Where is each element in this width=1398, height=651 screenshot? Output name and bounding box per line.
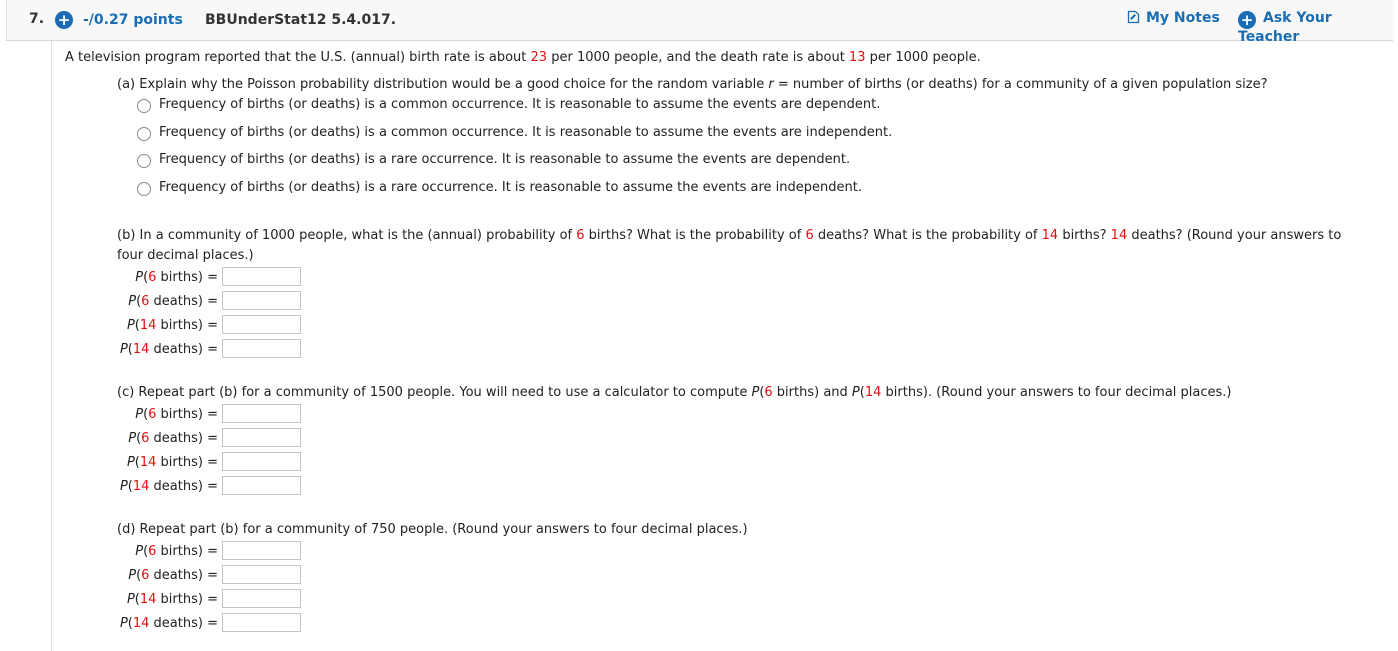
label-c-14-deaths: P(14 deaths) =	[119, 479, 218, 494]
option-radio-2[interactable]	[137, 127, 151, 141]
option-text-3: Frequency of births (or deaths) is a rare occurrence. It is reasonable to assume the events are dependent.	[159, 152, 851, 167]
option-text-4: Frequency of births (or deaths) is a rare occurrence. It is reasonable to assume the events are independent.	[159, 180, 862, 195]
answer-d-14-births[interactable]	[222, 589, 301, 608]
part-b-question-line2: four decimal places.)	[117, 248, 254, 263]
answer-b-6-births[interactable]	[222, 267, 301, 286]
answer-c-14-deaths[interactable]	[222, 476, 301, 495]
label-d-14-deaths: P(14 deaths) =	[119, 616, 218, 631]
option-radio-1[interactable]	[137, 99, 151, 113]
label-b-6-births: P(6 births) =	[135, 270, 218, 285]
option-text-1: Frequency of births (or deaths) is a common occurrence. It is reasonable to assume the events are dependent.	[159, 97, 881, 112]
answer-b-14-deaths[interactable]	[222, 339, 301, 358]
label-d-14-births: P(14 births) =	[126, 592, 218, 607]
label-b-14-births: P(14 births) =	[126, 318, 218, 333]
option-radio-3[interactable]	[137, 154, 151, 168]
label-d-6-deaths: P(6 deaths) =	[128, 568, 218, 583]
answer-c-6-births[interactable]	[222, 404, 301, 423]
answer-c-6-deaths[interactable]	[222, 428, 301, 447]
note-icon	[1127, 10, 1140, 24]
part-b-question: (b) In a community of 1000 people, what is the (annual) probability of 6 births? What is the probability of 6 deaths? What is the probability of 14 births? 14 deaths? (Round your answers to	[117, 228, 1342, 243]
answer-b-14-births[interactable]	[222, 315, 301, 334]
part-c-question: (c) Repeat part (b) for a community of 1500 people. You will need to use a calculator to compute P(6 births) and P(14 births). (Round your answers to four decimal places.)	[117, 385, 1232, 400]
ask-teacher-button[interactable]	[1238, 10, 1393, 45]
question-number: 7.	[29, 11, 45, 27]
plus-circle-icon[interactable]: +	[55, 11, 73, 29]
label-c-6-births: P(6 births) =	[135, 407, 218, 422]
birth-rate: 23	[530, 50, 548, 65]
points-value: -/0.27 points	[83, 12, 183, 28]
my-notes-button[interactable]	[1127, 10, 1220, 26]
label-b-14-deaths: P(14 deaths) =	[119, 342, 218, 357]
intro-text: A television program reported that the U.S. (annual) birth rate is about 23 per 1000 people, and the death rate is about 13 per 1000 people.	[65, 50, 981, 65]
answer-b-6-deaths[interactable]	[222, 291, 301, 310]
answer-d-14-deaths[interactable]	[222, 613, 301, 632]
label-c-6-deaths: P(6 deaths) =	[128, 431, 218, 446]
death-rate: 13	[848, 50, 866, 65]
problem-code: BBUnderStat12 5.4.017.	[205, 12, 397, 28]
label-d-6-births: P(6 births) =	[135, 544, 218, 559]
answer-d-6-births[interactable]	[222, 541, 301, 560]
my-notes-label: My Notes	[1146, 10, 1220, 26]
part-a-question: (a) Explain why the Poisson probability distribution would be a good choice for the random variable r = number of births (or deaths) for a community of a given population size?	[117, 77, 1268, 92]
part-d-question: (d) Repeat part (b) for a community of 750 people. (Round your answers to four decimal places.)	[117, 522, 748, 537]
label-c-14-births: P(14 births) =	[126, 455, 218, 470]
answer-d-6-deaths[interactable]	[222, 565, 301, 584]
option-radio-4[interactable]	[137, 182, 151, 196]
content-border	[51, 41, 52, 651]
question-header	[6, 0, 1393, 45]
ask-teacher-label: Ask Your Teacher	[1238, 10, 1332, 45]
answer-c-14-births[interactable]	[222, 452, 301, 471]
plus-circle-icon: +	[1238, 11, 1256, 29]
option-text-2: Frequency of births (or deaths) is a common occurrence. It is reasonable to assume the events are independent.	[159, 125, 893, 140]
label-b-6-deaths: P(6 deaths) =	[128, 294, 218, 309]
